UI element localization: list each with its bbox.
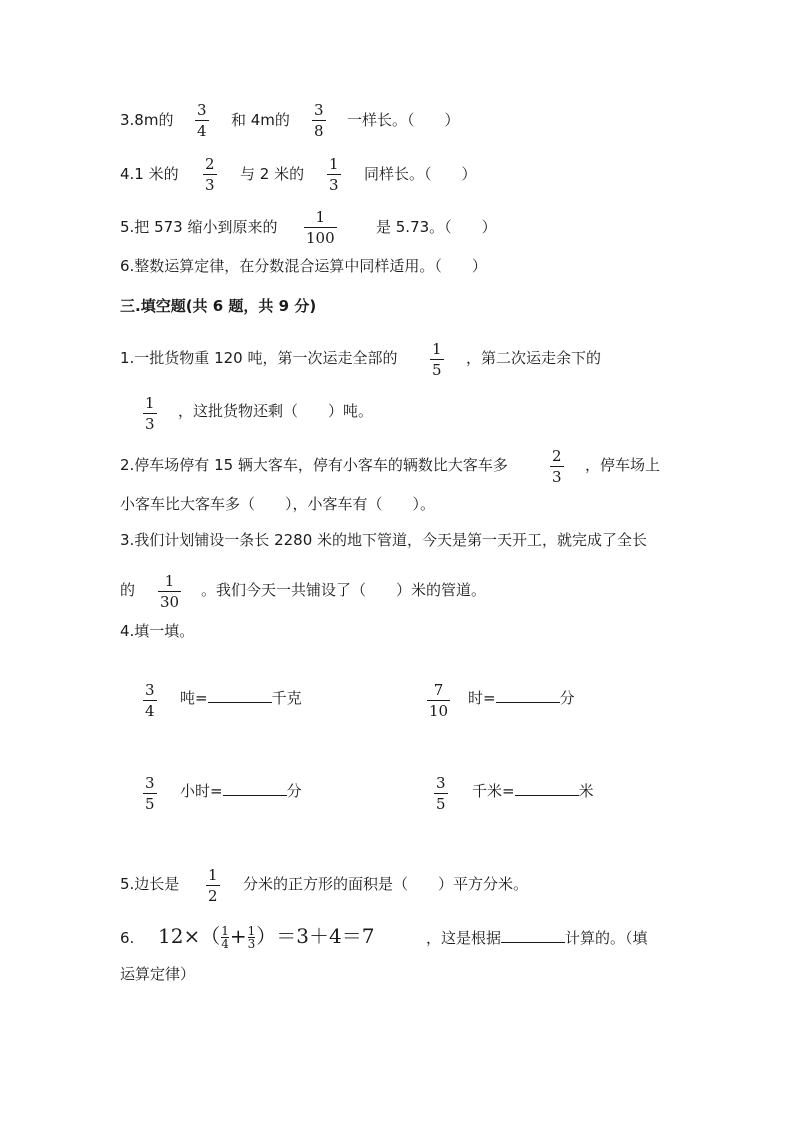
q3-fraction-1 <box>195 102 209 139</box>
fill4-r1r-fraction <box>427 682 450 719</box>
fraction-denominator: 30 <box>160 593 180 611</box>
fraction-denominator: 4 <box>145 702 155 720</box>
fraction-numerator: 1 <box>315 208 326 226</box>
unit-label: 吨= <box>180 689 208 707</box>
fraction-numerator: 1 <box>145 394 155 412</box>
answer-blank[interactable] <box>515 781 579 796</box>
fill3-text-c: 。我们今天一共铺设了（ ）米的管道。 <box>201 581 487 599</box>
fraction-numerator: 1 <box>208 866 218 884</box>
fraction-numerator: 1 <box>329 155 339 173</box>
fraction-denominator: 3 <box>247 937 256 951</box>
unit-label: 千克 <box>271 689 302 707</box>
q4-fraction-2 <box>327 156 341 193</box>
fill3-text-a: 3.我们计划铺设一条长 2280 米的地下管道，今天是第一天开工，就完成了全长 <box>120 531 648 549</box>
fraction-numerator: 1 <box>432 340 442 358</box>
fraction-denominator: 3 <box>205 176 215 194</box>
fraction-numerator: 7 <box>433 681 444 699</box>
answer-blank[interactable] <box>496 688 560 703</box>
unit-label: 小时= <box>180 782 223 800</box>
fill2-text-b: ，停车场上 <box>585 456 661 474</box>
fill2-text-a: 2.停车场停有 15 辆大客车，停有小客车的辆数比大客车多 <box>120 456 508 474</box>
fill1-fraction-2 <box>143 395 157 432</box>
fill5-text-a: 5.边长是 <box>120 875 180 893</box>
fill4-r2r-fraction <box>434 775 448 812</box>
unit-label: 千米= <box>472 782 515 800</box>
fraction-denominator: 5 <box>436 795 446 813</box>
fill6-text-c: 运算定律） <box>120 965 196 983</box>
fraction-numerator: 2 <box>205 155 215 173</box>
q4-text-c: 同样长。（ ） <box>364 165 477 183</box>
fraction-numerator: 2 <box>552 447 562 465</box>
fraction-denominator: 3 <box>552 468 562 486</box>
fill6-formula <box>158 924 374 950</box>
fraction-numerator: 3 <box>314 101 324 119</box>
answer-blank[interactable] <box>501 928 565 943</box>
q4-text-b: 与 2 米的 <box>240 165 305 183</box>
unit-label: 时= <box>468 689 496 707</box>
formula-prefix: 12×（ <box>158 924 221 948</box>
unit-label: 分 <box>559 689 575 707</box>
fill4-r1l-fraction <box>143 682 157 719</box>
fraction-numerator: 3 <box>145 774 155 792</box>
fill3-fraction <box>158 573 181 610</box>
answer-blank[interactable] <box>208 688 272 703</box>
formula-fraction-1 <box>221 925 229 950</box>
q5-text-b: 是 5.73。（ ） <box>376 218 497 236</box>
q3-fraction-2 <box>312 102 326 139</box>
fill6-text-b: 计算的。（填 <box>565 929 648 947</box>
fill3-text-b: 的 <box>120 581 136 599</box>
fill4-r2l-line <box>180 781 302 801</box>
fill2-fraction <box>550 448 564 485</box>
q4-text-a: 4.1 米的 <box>120 165 179 183</box>
fill1-text-a: 1.一批货物重 120 吨，第一次运走全部的 <box>120 349 398 367</box>
q6-text: 6.整数运算定律，在分数混合运算中同样适用。（ ） <box>120 257 487 275</box>
fill1-text-b: ，第二次运走余下的 <box>466 349 602 367</box>
fill6-line <box>426 928 648 948</box>
fraction-denominator: 4 <box>197 122 207 140</box>
fraction-numerator: 3 <box>145 681 155 699</box>
formula-suffix: ）＝3＋4＝7 <box>256 924 375 948</box>
q5-text-a: 5.把 573 缩小到原来的 <box>120 218 278 236</box>
fill4-r2l-fraction <box>143 775 157 812</box>
q3-text-a: 3.8m的 <box>120 111 174 129</box>
fill4-r1l-line <box>180 688 302 708</box>
q3-text-b: 和 4m的 <box>231 111 290 129</box>
fraction-denominator: 5 <box>432 361 442 379</box>
plus-sign: + <box>229 924 247 948</box>
fraction-numerator: 3 <box>197 101 207 119</box>
fraction-denominator: 10 <box>429 702 449 720</box>
fraction-denominator: 100 <box>306 229 335 247</box>
fill4-r2r-line <box>472 781 594 801</box>
fill6-number: 6. <box>120 929 135 947</box>
fill5-text-b: 分米的正方形的面积是（ ）平方分米。 <box>243 875 529 893</box>
q4-fraction-1 <box>203 156 217 193</box>
unit-label: 米 <box>578 782 594 800</box>
formula-fraction-2 <box>248 925 256 950</box>
fraction-numerator: 3 <box>436 774 446 792</box>
fraction-numerator: 1 <box>221 924 229 938</box>
fraction-numerator: 1 <box>164 572 175 590</box>
fill2-text-c: 小客车比大客车多（ ），小客车有（ ）。 <box>120 495 436 513</box>
fraction-denominator: 2 <box>208 887 218 905</box>
section-title: 三.填空题(共 6 题，共 9 分) <box>120 297 317 315</box>
fill1-fraction-1 <box>430 341 444 378</box>
fraction-denominator: 8 <box>314 122 324 140</box>
q5-fraction <box>304 209 337 246</box>
fraction-denominator: 3 <box>329 176 339 194</box>
fraction-denominator: 4 <box>221 937 229 951</box>
fill6-text-a: ，这是根据 <box>426 929 502 947</box>
fraction-denominator: 3 <box>145 415 155 433</box>
fill4-r1r-line <box>468 688 575 708</box>
fill5-fraction <box>206 867 220 904</box>
fill1-text-c: ，这批货物还剩（ ）吨。 <box>178 402 374 420</box>
fraction-numerator: 1 <box>247 924 256 938</box>
fill4-text-a: 4.填一填。 <box>120 622 195 640</box>
q3-text-c: 一样长。（ ） <box>347 111 460 129</box>
unit-label: 分 <box>286 782 302 800</box>
fraction-denominator: 5 <box>145 795 155 813</box>
answer-blank[interactable] <box>223 781 287 796</box>
